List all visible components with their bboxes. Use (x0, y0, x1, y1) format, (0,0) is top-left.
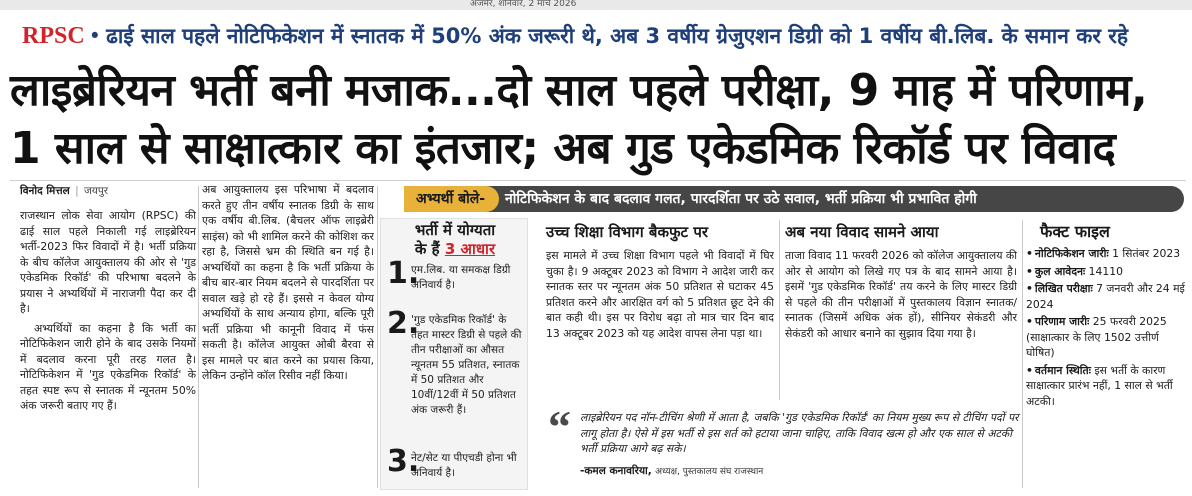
fact-item: • वर्तमान स्थितिः इस भर्ती के कारण साक्षात्कार प्रारंभ नहीं, 1 साल से भर्ती अटकी। (1026, 363, 1173, 408)
qualification-item (387, 444, 525, 487)
qualification-title-prefix: के हैं (414, 240, 445, 258)
byline-author: विनोद मित्तल (20, 185, 70, 197)
article-column-1 (20, 208, 196, 493)
fact-label: कुल आवेदनः (1034, 264, 1086, 278)
qualification-item-text: नेट/सेट या पीएचडी होना भी अनिवार्य है। (411, 452, 517, 479)
pull-quote (546, 401, 1022, 488)
fact-value: 14110 (1088, 264, 1124, 278)
fact-label: लिखित परीक्षाः (1034, 282, 1093, 295)
column-divider (1022, 220, 1023, 488)
banner-text: नोटिफिकेशन के बाद बदलाव गलत, पारदर्शिता पर उठे सवाल, भर्ती प्रक्रिया भी प्रभावित होगी (505, 191, 977, 207)
article-paragraph: ताजा विवाद 11 फरवरी 2026 को कॉलेज आयुक्तालय की ओर से आयोग को लिखे गए पत्र के बाद सामने आया है। इसमें 'गुड एकेडमिक रिकॉर्ड' तय करने के लिए मास्टर डिग्री से पहले की तीन परीक्षाओं में पुस्तकालय विज्ञान स्नातक/स्नातक (जिसमें अधिक अंक हों), सीनियर सेकंडरी और सेकंडरी को आधार बनाने का सुझाव दिया गया है। (785, 249, 1017, 340)
kicker-text: ढाई साल पहले नोटिफिकेशन में स्नातक में 50% अंक जरूरी थे, अब 3 वर्षीय ग्रेजुएशन डिग्री को 1 वर्षीय बी.लिब. के समान कर रहे (106, 24, 1128, 48)
candidates-say-banner (404, 186, 1184, 212)
column-divider (198, 186, 199, 488)
kicker-line (22, 16, 1192, 56)
kicker-brand: RPSC (22, 23, 85, 49)
qualification-item-number: 3. (387, 444, 420, 479)
kicker-bullet: • (88, 24, 102, 48)
banner-tag: अभ्यर्थी बोले- (404, 186, 499, 212)
fact-item: • परिणाम जारीः 25 फरवरी 2025 (साक्षात्कार के लिए 1502 उत्तीर्ण घोषित) (1026, 315, 1167, 359)
quote-attribution (580, 464, 1020, 480)
section-body-higher-education (546, 248, 774, 398)
quote-author-role: अध्यक्ष, पुस्तकालय संघ राजस्थान (655, 467, 764, 477)
article-column-2 (202, 182, 374, 482)
quote-text: लाइब्रेरियन पद नॉन-टीचिंग श्रेणी में आता है, जबकि 'गुड एकेडमिक रिकॉर्ड' का नियम मुख्य रूप से टीचिंग पदों पर लागू होता है। ऐसे में इस भर्ती से इस शर्त को हटाया जाना चाहिए, ताकि विवाद खत्म हो और एक साल से अटकी भर्ती प्रक्रिया आगे बढ़ सके। (580, 411, 1019, 455)
qualification-box-title (389, 221, 521, 259)
qualification-title-line-1: भर्ती में योग्यता (414, 221, 496, 239)
article-paragraph: अब आयुक्तालय इस परिभाषा में बदलाव करते हुए तीन वर्षीय स्नातक डिग्री के साथ एक वर्षीय बी.लिब. (बैचलर ऑफ लाइब्रेरी साइंस) को भी शामिल करने की कोशिश कर रहा है, जिससे भ्रम की स्थिति बन गई है। अभ्यर्थियों का कहना है कि भर्ती प्रक्रिया के बीच बार-बार नियम बदलने से पारदर्शिता पर सवाल खड़े हो रहे हैं। इससे न केवल योग्य अभ्यर्थियों के साथ अन्याय होगा, बल्कि पूरी भर्ती प्रक्रिया भी कानूनी विवाद में फंस सकती है। कॉलेज आयुक्त ओबी बैरवा से इस मामले पर बात करने का प्रयास किया, लेकिन उन्होंने कॉल रिसीव नहीं किया। (202, 183, 374, 382)
fact-file-list (1026, 246, 1186, 488)
qualification-item (387, 306, 525, 439)
headline (10, 62, 1185, 178)
column-divider (779, 220, 780, 400)
qualification-title-highlight: 3 आधार (444, 240, 496, 258)
section-body-new-dispute (785, 248, 1017, 398)
byline-separator: | (75, 185, 79, 197)
fact-label: वर्तमान स्थितिः (1034, 363, 1091, 377)
qualification-box (380, 218, 528, 490)
section-heading-higher-education: उच्च शिक्षा विभाग बैकफुट पर (546, 223, 708, 241)
fact-value: 7 जनवरी और 24 मई 2024 (1026, 282, 1185, 311)
column-divider (377, 186, 378, 488)
section-heading-new-dispute: अब नया विवाद सामने आया (785, 223, 939, 241)
page-date-text: अजमेर, शनिवार, 2 मार्च 2026 (470, 0, 577, 9)
quote-author: -कमल कनावरिया, (580, 465, 652, 477)
headline-line-2: 1 साल से साक्षात्कार का इंतजार; अब गुड एकेडमिक रिकॉर्ड पर विवाद (10, 123, 1116, 174)
qualification-item-number: 1. (387, 256, 420, 291)
fact-value: 1 सितंबर 2023 (1112, 247, 1181, 260)
article-paragraph: अभ्यर्थियों का कहना है कि भर्ती का नोटिफिकेशन जारी होने के बाद उसके नियमों में बदलाव करना पूरी तरह गलत है। नोटिफिकेशन में 'गुड एकेडमिक रिकॉर्ड' के तहत स्पष्ट रूप से स्नातक में न्यूनतम 50% अंक जरूरी बताए गए हैं। (20, 321, 196, 412)
headline-line-1: लाइब्रेरियन भर्ती बनी मजाक...दो साल पहले परीक्षा, 9 माह में परिणाम, (10, 65, 1148, 116)
quote-mark-icon: “ (548, 401, 571, 452)
page-date-strip (0, 0, 1192, 10)
fact-item: • लिखित परीक्षाः 7 जनवरी और 24 मई 2024 (1026, 282, 1185, 311)
fact-label: नोटिफिकेशन जारीः (1034, 247, 1109, 260)
qualification-item (387, 256, 525, 303)
byline-place: जयपुर (83, 185, 109, 197)
fact-item: • नोटिफिकेशन जारीः 1 सितंबर 2023 (1026, 247, 1181, 260)
article-paragraph: राजस्थान लोक सेवा आयोग (RPSC) की ढाई साल पहले निकाली गई लाइब्रेरियन भर्ती-2023 फिर विवादों में है। भर्ती प्रक्रिया के बीच कॉलेज आयुक्तालय की ओर से 'गुड एकेडमिक रिकॉर्ड' की परिभाषा बदलने के प्रयास ने अभ्यर्थियों में नाराजगी पैदा कर दी है। (20, 209, 196, 315)
fact-value: इस भर्ती के कारण साक्षात्कार प्रारंभ नहीं, 1 साल से भर्ती अटकी। (1026, 363, 1173, 408)
headline-divider (10, 180, 1186, 181)
article-paragraph: इस मामले में उच्च शिक्षा विभाग पहले भी विवादों में घिर चुका है। 9 अक्टूबर 2023 को विभाग ने आदेश जारी कर स्नातक स्तर पर न्यूनतम अंक 50 प्रतिशत से घटाकर 45 प्रतिशत करने और आरक्षित वर्ग को 5 प्रतिशत छूट देने की बात कही थी। इस पर विरोध बढ़ा तो मात्र चार दिन बाद 13 अक्टूबर 2023 को यह आदेश वापस लेना पड़ा था। (546, 249, 774, 340)
byline (20, 182, 196, 200)
fact-item: • कुल आवेदनः 14110 (1026, 264, 1124, 278)
fact-value: 25 फरवरी 2025 (साक्षात्कार के लिए 1502 उत्तीर्ण घोषित) (1026, 315, 1167, 359)
fact-file-heading: फैक्ट फाइल (1040, 222, 1110, 241)
fact-label: परिणाम जारीः (1034, 315, 1090, 328)
qualification-item-number: 2. (387, 306, 420, 341)
qualification-item-text: 'गुड एकेडमिक रिकॉर्ड' के तहत मास्टर डिग्री से पहले की तीन परीक्षाओं का औसत न्यूनतम 55 प्रतिशत, स्नातक में 50 प्रतिशत और 10वीं/12वीं में 50 प्रतिशत अंक जरूरी हैं। (411, 314, 522, 416)
qualification-item-text: एम.लिब. या समकक्ष डिग्री अनिवार्य है। (411, 264, 511, 291)
